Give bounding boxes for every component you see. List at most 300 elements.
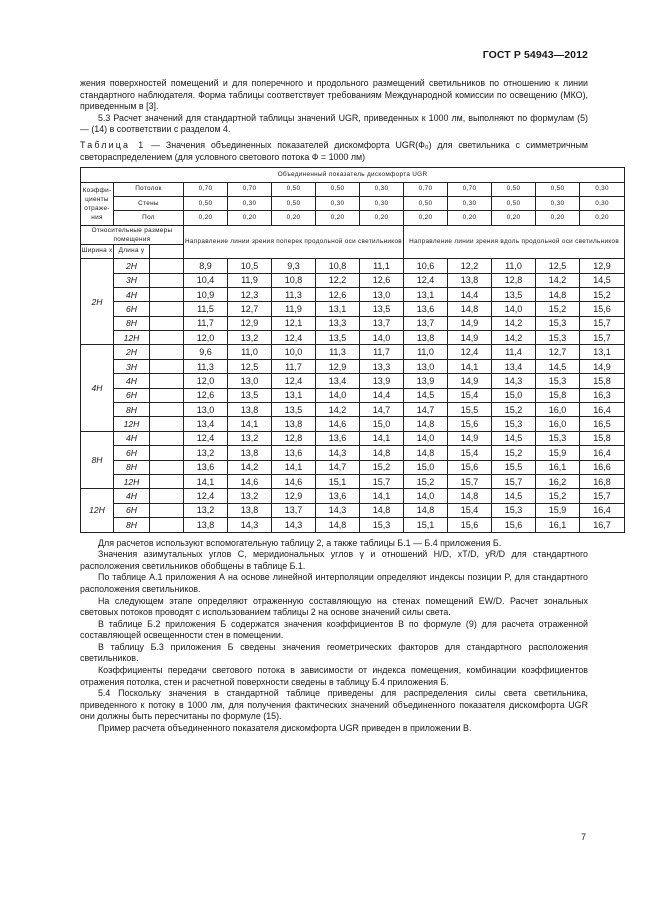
ugr-value: 15,9 bbox=[536, 503, 580, 517]
ugr-value: 16,2 bbox=[536, 474, 580, 488]
ugr-value: 14,8 bbox=[360, 503, 404, 517]
ugr-value: 15,4 bbox=[448, 446, 492, 460]
width-value: 8H bbox=[81, 431, 114, 489]
ugr-value: 15,6 bbox=[492, 518, 536, 532]
ugr-value: 9,3 bbox=[272, 259, 316, 273]
ugr-value: 15,8 bbox=[580, 431, 625, 445]
ugr-value: 15,5 bbox=[492, 460, 536, 474]
length-value: 3H bbox=[114, 273, 150, 287]
ugr-value: 14,3 bbox=[316, 503, 360, 517]
ugr-value: 15,8 bbox=[536, 388, 580, 402]
reflectance-value: 0,30 bbox=[448, 196, 492, 210]
table-row bbox=[81, 518, 625, 532]
ugr-value: 13,9 bbox=[404, 374, 448, 388]
ugr-value: 10,4 bbox=[184, 273, 228, 287]
ugr-value: 13,6 bbox=[316, 431, 360, 445]
ugr-value: 13,2 bbox=[228, 431, 272, 445]
reflectance-row bbox=[81, 211, 625, 225]
empty-cell bbox=[150, 374, 184, 388]
ugr-value: 15,3 bbox=[536, 316, 580, 330]
ugr-value: 16,4 bbox=[580, 403, 625, 417]
ugr-value: 13,0 bbox=[360, 287, 404, 301]
ugr-value: 14,7 bbox=[316, 460, 360, 474]
table-row bbox=[81, 503, 625, 517]
empty-cell bbox=[150, 259, 184, 273]
ugr-value: 13,8 bbox=[228, 403, 272, 417]
ugr-value: 14,4 bbox=[448, 287, 492, 301]
ugr-value: 14,8 bbox=[404, 446, 448, 460]
ugr-value: 15,2 bbox=[580, 287, 625, 301]
ugr-value: 11,9 bbox=[228, 273, 272, 287]
table-row bbox=[81, 345, 625, 359]
ugr-value: 16,4 bbox=[580, 503, 625, 517]
empty-cell bbox=[150, 460, 184, 474]
ugr-value: 11,3 bbox=[184, 359, 228, 373]
ugr-value: 13,0 bbox=[228, 374, 272, 388]
reflectance-value: 0,30 bbox=[360, 196, 404, 210]
ugr-value: 14,1 bbox=[228, 417, 272, 431]
reflectance-value: 0,20 bbox=[316, 211, 360, 225]
ugr-value: 10,8 bbox=[316, 259, 360, 273]
reflectance-value: 0,20 bbox=[448, 211, 492, 225]
ugr-value: 14,1 bbox=[272, 460, 316, 474]
after-paragraph-7: Коэффициенты передачи светового потока в зависимости от индекса помещения, комбинации коэффициентов отражения потолка, стен и расчетной поверхности сведены в таблицу Б.4 приложения Б. bbox=[80, 665, 588, 687]
table-row bbox=[81, 388, 625, 402]
ugr-value: 14,3 bbox=[228, 518, 272, 532]
ugr-value: 14,0 bbox=[404, 431, 448, 445]
ugr-value: 14,3 bbox=[316, 446, 360, 460]
ugr-value: 13,1 bbox=[272, 388, 316, 402]
ugr-value: 13,7 bbox=[272, 503, 316, 517]
ugr-value: 15,3 bbox=[536, 374, 580, 388]
ugr-value: 10,9 bbox=[184, 287, 228, 301]
document-header: ГОСТ Р 54943—2012 bbox=[482, 49, 588, 61]
ugr-value: 12,7 bbox=[228, 302, 272, 316]
ugr-value: 14,9 bbox=[448, 331, 492, 345]
ugr-value: 14,8 bbox=[448, 302, 492, 316]
reflectance-value: 0,20 bbox=[492, 211, 536, 225]
empty-cell bbox=[150, 273, 184, 287]
empty-cell bbox=[150, 489, 184, 503]
empty-cell bbox=[150, 446, 184, 460]
ugr-value: 13,3 bbox=[360, 359, 404, 373]
ugr-value: 14,5 bbox=[492, 431, 536, 445]
length-value: 6H bbox=[114, 302, 150, 316]
reflectance-value: 0,50 bbox=[536, 182, 580, 196]
ugr-value: 15,1 bbox=[316, 474, 360, 488]
ugr-value: 8,9 bbox=[184, 259, 228, 273]
coef-label: Коэффи-циенты отраже-ния bbox=[81, 182, 114, 225]
ugr-value: 15,3 bbox=[492, 417, 536, 431]
length-value: 8H bbox=[114, 316, 150, 330]
reflectance-value: 0,30 bbox=[316, 196, 360, 210]
ugr-value: 11,0 bbox=[404, 345, 448, 359]
length-value: 2H bbox=[114, 345, 150, 359]
table-caption bbox=[80, 140, 588, 163]
ugr-value: 11,0 bbox=[492, 259, 536, 273]
reflectance-value: 0,50 bbox=[272, 182, 316, 196]
ugr-value: 16,6 bbox=[580, 460, 625, 474]
ugr-value: 12,6 bbox=[316, 287, 360, 301]
after-paragraph-6: В таблицу Б.3 приложения Б сведены значения геометрических факторов для стандартного расположения светильников. bbox=[80, 641, 588, 664]
ugr-value: 14,0 bbox=[404, 489, 448, 503]
reflectance-value: 0,20 bbox=[228, 211, 272, 225]
ugr-value: 10,0 bbox=[272, 345, 316, 359]
ugr-value: 13,2 bbox=[184, 503, 228, 517]
ugr-value: 14,5 bbox=[404, 388, 448, 402]
reflectance-value: 0,30 bbox=[580, 196, 625, 210]
reflectance-value: 0,20 bbox=[272, 211, 316, 225]
direction-along: Направление линии зрения вдоль продольной оси светильников bbox=[404, 225, 625, 258]
ugr-value: 14,7 bbox=[360, 403, 404, 417]
ugr-value: 14,0 bbox=[360, 331, 404, 345]
length-value: 4H bbox=[114, 431, 150, 445]
ugr-value: 12,8 bbox=[492, 273, 536, 287]
empty-cell bbox=[150, 503, 184, 517]
ugr-value: 13,5 bbox=[360, 302, 404, 316]
length-value: 8H bbox=[114, 403, 150, 417]
ugr-value: 14,0 bbox=[492, 302, 536, 316]
width-value: 4H bbox=[81, 345, 114, 431]
empty-cell bbox=[150, 331, 184, 345]
after-text bbox=[80, 538, 588, 735]
ugr-value: 11,5 bbox=[184, 302, 228, 316]
empty-cell bbox=[150, 244, 184, 258]
ugr-value: 13,8 bbox=[228, 503, 272, 517]
direction-cross: Направление линии зрения поперек продольной оси светильников bbox=[184, 225, 404, 258]
table-row bbox=[81, 273, 625, 287]
ugr-value: 12,0 bbox=[184, 374, 228, 388]
ugr-value: 14,1 bbox=[184, 474, 228, 488]
ugr-value: 14,9 bbox=[580, 359, 625, 373]
ugr-value: 12,9 bbox=[316, 359, 360, 373]
ugr-value: 11,7 bbox=[184, 316, 228, 330]
table-row bbox=[81, 259, 625, 273]
intro-paragraph-1: жения поверхностей помещений и для поперечного и продольного размещений светильников по отношению к линии стандартного наблюдателя. Форма таблицы соответствует требованиям Международной комиссии по освещению (МКО), приведенным в [3]. bbox=[80, 78, 588, 112]
reflectance-value: 0,20 bbox=[404, 211, 448, 225]
length-value: 12H bbox=[114, 474, 150, 488]
width-label: Ширина x bbox=[81, 244, 114, 258]
ugr-value: 15,2 bbox=[360, 460, 404, 474]
ugr-value: 10,5 bbox=[228, 259, 272, 273]
ugr-value: 12,5 bbox=[228, 359, 272, 373]
ugr-value: 13,4 bbox=[492, 359, 536, 373]
ugr-value: 15,6 bbox=[580, 302, 625, 316]
ugr-value: 13,8 bbox=[184, 518, 228, 532]
ugr-value: 15,7 bbox=[360, 474, 404, 488]
ugr-value: 15,7 bbox=[448, 474, 492, 488]
ugr-value: 12,6 bbox=[184, 388, 228, 402]
ugr-value: 12,4 bbox=[272, 331, 316, 345]
ugr-value: 16,7 bbox=[580, 518, 625, 532]
ugr-value: 14,1 bbox=[360, 431, 404, 445]
reflectance-row bbox=[81, 182, 625, 196]
ugr-value: 11,4 bbox=[492, 345, 536, 359]
length-value: 4H bbox=[114, 489, 150, 503]
ugr-value: 15,4 bbox=[448, 503, 492, 517]
ugr-value: 14,9 bbox=[448, 374, 492, 388]
ugr-value: 13,5 bbox=[272, 403, 316, 417]
reflectance-value: 0,70 bbox=[448, 182, 492, 196]
ugr-value: 13,9 bbox=[360, 374, 404, 388]
ugr-value: 16,4 bbox=[580, 446, 625, 460]
ugr-value: 15,7 bbox=[580, 489, 625, 503]
ugr-value: 13,1 bbox=[404, 287, 448, 301]
reflectance-value: 0,50 bbox=[492, 182, 536, 196]
after-paragraph-5: В таблице Б.2 приложения Б содержатся значения коэффициентов B по формуле (9) для расчета отраженной составляющей освещенности стен в помещении. bbox=[80, 618, 588, 641]
ugr-value: 12,9 bbox=[580, 259, 625, 273]
table-row bbox=[81, 374, 625, 388]
ugr-value: 13,8 bbox=[404, 331, 448, 345]
reflectance-value: 0,50 bbox=[492, 196, 536, 210]
ugr-value: 13,2 bbox=[228, 331, 272, 345]
ugr-value: 15,1 bbox=[404, 518, 448, 532]
ugr-value: 14,8 bbox=[448, 489, 492, 503]
ugr-value: 15,2 bbox=[492, 446, 536, 460]
ugr-value: 12,2 bbox=[316, 273, 360, 287]
table-caption-label: Таблица 1 bbox=[80, 139, 146, 150]
page-number: 7 bbox=[580, 832, 586, 842]
ugr-value: 12,9 bbox=[228, 316, 272, 330]
ugr-value: 15,4 bbox=[448, 388, 492, 402]
after-paragraph-9: Пример расчета объединенного показателя дискомфорта UGR приведен в приложении В. bbox=[98, 723, 472, 734]
ugr-value: 15,8 bbox=[580, 374, 625, 388]
ugr-value: 14,3 bbox=[272, 518, 316, 532]
reflectance-value: 0,50 bbox=[272, 196, 316, 210]
ugr-value: 13,8 bbox=[448, 273, 492, 287]
ugr-value: 10,6 bbox=[404, 259, 448, 273]
ugr-value: 12,9 bbox=[272, 489, 316, 503]
ugr-value: 14,7 bbox=[404, 403, 448, 417]
after-paragraph-1: Для расчетов используют вспомогательную таблицу 2, а также таблицы Б.1 — Б.4 приложения Б. bbox=[98, 537, 502, 548]
ugr-value: 13,4 bbox=[184, 417, 228, 431]
ugr-value: 13,6 bbox=[316, 489, 360, 503]
reflectance-value: 0,30 bbox=[228, 196, 272, 210]
ugr-value: 15,3 bbox=[536, 431, 580, 445]
empty-cell bbox=[150, 518, 184, 532]
reflectance-value: 0,50 bbox=[404, 196, 448, 210]
ugr-value: 15,2 bbox=[404, 474, 448, 488]
length-value: 3H bbox=[114, 359, 150, 373]
ugr-value: 15,3 bbox=[492, 503, 536, 517]
ugr-value: 13,8 bbox=[272, 417, 316, 431]
reflectance-value: 0,20 bbox=[536, 211, 580, 225]
ugr-value: 13,7 bbox=[404, 316, 448, 330]
table-row bbox=[81, 446, 625, 460]
ugr-value: 14,1 bbox=[360, 489, 404, 503]
ugr-value: 15,2 bbox=[536, 302, 580, 316]
room-dims-label: Относительные размеры помещения bbox=[81, 225, 184, 244]
ugr-value: 15,6 bbox=[448, 417, 492, 431]
ugr-value: 11,7 bbox=[272, 359, 316, 373]
ugr-value: 12,4 bbox=[184, 489, 228, 503]
ugr-value: 14,8 bbox=[316, 518, 360, 532]
ugr-value: 11,3 bbox=[272, 287, 316, 301]
ugr-value: 14,1 bbox=[448, 359, 492, 373]
ugr-value: 13,6 bbox=[272, 446, 316, 460]
table-title: Объединенный показатель дискомфорта UGR bbox=[81, 168, 625, 182]
table-caption-text: — Значения объединенных показателей дискомфорта UGR(Ф₀) для светильника с симметричным светораспределением (для условного светового потока Ф = 1000 лм) bbox=[80, 139, 588, 162]
ugr-value: 14,4 bbox=[360, 388, 404, 402]
ugr-value: 12,4 bbox=[184, 431, 228, 445]
empty-cell bbox=[150, 431, 184, 445]
ugr-value: 16,0 bbox=[536, 403, 580, 417]
ugr-value: 12,4 bbox=[272, 374, 316, 388]
empty-cell bbox=[150, 316, 184, 330]
ugr-value: 11,7 bbox=[360, 345, 404, 359]
table-row bbox=[81, 460, 625, 474]
length-value: 6H bbox=[114, 446, 150, 460]
ugr-value: 14,8 bbox=[536, 287, 580, 301]
ugr-value: 13,8 bbox=[228, 446, 272, 460]
empty-cell bbox=[150, 388, 184, 402]
ugr-value: 14,2 bbox=[316, 403, 360, 417]
empty-cell bbox=[150, 359, 184, 373]
ugr-value: 15,6 bbox=[448, 460, 492, 474]
ugr-value: 16,3 bbox=[580, 388, 625, 402]
ugr-value: 13,6 bbox=[184, 460, 228, 474]
page-content bbox=[80, 78, 620, 735]
room-dims-row bbox=[81, 225, 625, 244]
ugr-value: 15,3 bbox=[536, 331, 580, 345]
ugr-value: 11,9 bbox=[272, 302, 316, 316]
ugr-value: 12,2 bbox=[448, 259, 492, 273]
ugr-value: 15,0 bbox=[360, 417, 404, 431]
ugr-value: 14,8 bbox=[404, 417, 448, 431]
reflectance-value: 0,20 bbox=[184, 211, 228, 225]
empty-cell bbox=[150, 302, 184, 316]
ugr-value: 15,5 bbox=[448, 403, 492, 417]
ugr-value: 14,5 bbox=[580, 273, 625, 287]
length-value: 8H bbox=[114, 518, 150, 532]
reflectance-value: 0,20 bbox=[360, 211, 404, 225]
table-row bbox=[81, 316, 625, 330]
table-row bbox=[81, 403, 625, 417]
table-row bbox=[81, 359, 625, 373]
ugr-value: 15,6 bbox=[448, 518, 492, 532]
length-value: 8H bbox=[114, 460, 150, 474]
ugr-value: 13,6 bbox=[404, 302, 448, 316]
reflectance-value: 0,30 bbox=[360, 182, 404, 196]
reflectance-value: 0,30 bbox=[580, 182, 625, 196]
length-value: 12H bbox=[114, 417, 150, 431]
ugr-value: 12,1 bbox=[272, 316, 316, 330]
ugr-value: 10,8 bbox=[272, 273, 316, 287]
ugr-value: 16,0 bbox=[536, 417, 580, 431]
ugr-value: 14,6 bbox=[228, 474, 272, 488]
table-row bbox=[81, 489, 625, 503]
ugr-value: 13,0 bbox=[404, 359, 448, 373]
ugr-value: 13,5 bbox=[228, 388, 272, 402]
reflectance-name: Потолок bbox=[114, 182, 184, 196]
ugr-value: 14,3 bbox=[492, 374, 536, 388]
reflectance-value: 0,70 bbox=[228, 182, 272, 196]
ugr-value: 9,6 bbox=[184, 345, 228, 359]
ugr-value: 12,3 bbox=[228, 287, 272, 301]
empty-cell bbox=[150, 403, 184, 417]
reflectance-row bbox=[81, 196, 625, 210]
after-paragraph-3: По таблице А.1 приложения А на основе линейной интерполяции определяют индексы позиции P, для стандартного расположения светильников. bbox=[80, 572, 588, 594]
table-row bbox=[81, 417, 625, 431]
ugr-value: 16,1 bbox=[536, 460, 580, 474]
ugr-value: 11,3 bbox=[316, 345, 360, 359]
ugr-value: 13,5 bbox=[492, 287, 536, 301]
ugr-value: 15,9 bbox=[536, 446, 580, 460]
empty-cell bbox=[150, 287, 184, 301]
ugr-value: 14,9 bbox=[448, 431, 492, 445]
ugr-value: 12,4 bbox=[448, 345, 492, 359]
ugr-table bbox=[80, 167, 625, 532]
after-paragraph-8: 5.4 Поскольку значения в стандартной таблице приведены для распределения силы света светильника, приведенного к потоку в 1000 лм, для получения фактических значений объединенного показателя дискомфорта UGR они должны быть пересчитаны по формуле (15). bbox=[80, 688, 588, 722]
reflectance-value: 0,70 bbox=[184, 182, 228, 196]
ugr-value: 14,2 bbox=[492, 331, 536, 345]
ugr-value: 15,3 bbox=[360, 518, 404, 532]
length-value: 4H bbox=[114, 374, 150, 388]
ugr-value: 13,2 bbox=[184, 446, 228, 460]
ugr-value: 11,0 bbox=[228, 345, 272, 359]
ugr-value: 14,8 bbox=[404, 503, 448, 517]
ugr-value: 14,6 bbox=[316, 417, 360, 431]
reflectance-value: 0,70 bbox=[404, 182, 448, 196]
length-value: 6H bbox=[114, 503, 150, 517]
ugr-value: 15,2 bbox=[492, 403, 536, 417]
ugr-value: 13,1 bbox=[580, 345, 625, 359]
table-title-row bbox=[81, 168, 625, 182]
ugr-value: 15,7 bbox=[492, 474, 536, 488]
ugr-value: 12,4 bbox=[404, 273, 448, 287]
reflectance-value: 0,50 bbox=[316, 182, 360, 196]
reflectance-value: 0,30 bbox=[536, 196, 580, 210]
table-row bbox=[81, 331, 625, 345]
reflectance-value: 0,20 bbox=[580, 211, 625, 225]
length-label: Длина y bbox=[114, 244, 150, 258]
ugr-value: 14,0 bbox=[316, 388, 360, 402]
ugr-value: 16,8 bbox=[580, 474, 625, 488]
ugr-value: 14,2 bbox=[492, 316, 536, 330]
ugr-value: 15,0 bbox=[404, 460, 448, 474]
reflectance-name: Пол bbox=[114, 211, 184, 225]
ugr-value: 13,7 bbox=[360, 316, 404, 330]
ugr-value: 15,7 bbox=[580, 316, 625, 330]
ugr-value: 11,1 bbox=[360, 259, 404, 273]
after-paragraph-2: Значения азимутальных углов C, меридиональных углов γ и отношений H/D, xT/D, yR/D для стандартного расположения светильников обобщены в таблице Б.1. bbox=[80, 549, 588, 571]
length-value: 4H bbox=[114, 287, 150, 301]
table-row bbox=[81, 474, 625, 488]
ugr-value: 14,9 bbox=[448, 316, 492, 330]
ugr-value: 14,2 bbox=[228, 460, 272, 474]
ugr-value: 15,7 bbox=[580, 331, 625, 345]
ugr-value: 12,5 bbox=[536, 259, 580, 273]
ugr-value: 13,2 bbox=[228, 489, 272, 503]
width-value: 2H bbox=[81, 259, 114, 345]
ugr-value: 13,1 bbox=[316, 302, 360, 316]
ugr-value: 16,5 bbox=[580, 417, 625, 431]
ugr-value: 14,5 bbox=[536, 359, 580, 373]
table-row bbox=[81, 287, 625, 301]
reflectance-value: 0,50 bbox=[184, 196, 228, 210]
ugr-value: 16,1 bbox=[536, 518, 580, 532]
ugr-value: 12,6 bbox=[360, 273, 404, 287]
ugr-value: 14,5 bbox=[492, 489, 536, 503]
length-value: 6H bbox=[114, 388, 150, 402]
ugr-value: 13,3 bbox=[316, 316, 360, 330]
ugr-value: 14,6 bbox=[272, 474, 316, 488]
ugr-value: 13,4 bbox=[316, 374, 360, 388]
ugr-value: 12,7 bbox=[536, 345, 580, 359]
ugr-value: 14,8 bbox=[360, 446, 404, 460]
ugr-value: 15,0 bbox=[492, 388, 536, 402]
reflectance-name: Стены bbox=[114, 196, 184, 210]
